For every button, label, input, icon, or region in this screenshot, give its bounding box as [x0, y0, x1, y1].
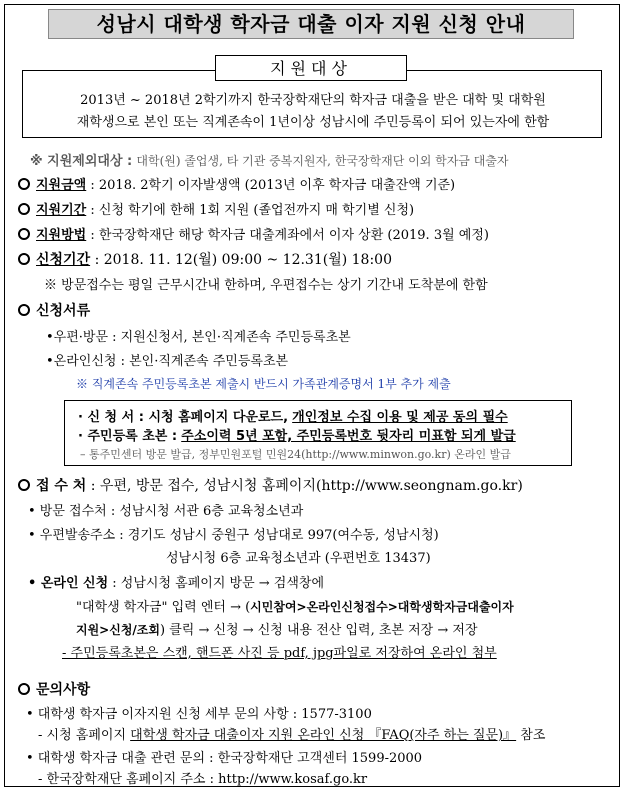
reception-mail-2: 성남시청 6층 교육청소년과 (우편번호 13437)	[166, 551, 431, 566]
doc-box-line-3: – 통주민센터 방문 발급, 정부민원포털 민원24(http://www.minwon.go.kr) 온라인 발급	[80, 448, 511, 461]
reception-url[interactable]: http://www.seongnam.go.kr	[321, 478, 518, 494]
inquiry-heading-row	[18, 679, 90, 699]
exclude-text: 대학(원) 졸업생, 타 기관 중복지원자, 한국장학재단 이외 학자금 대출자	[136, 154, 509, 168]
reception-online-3a: 지원>신청/조회	[76, 623, 160, 637]
doc-box-line-1-prefix: · 신 청 서 : 시청 홈페이지 다운로드,	[78, 410, 289, 425]
reception-online-2	[76, 596, 514, 615]
inquiry-line-4: - 한국장학재단 홈페이지 주소 : http://www.kosaf.go.kr	[38, 772, 368, 787]
circle-bullet-icon	[18, 203, 30, 215]
doc-box-line-2-prefix: · 주민등록 초본 :	[78, 429, 178, 444]
reception-online-4: - 주민등록초본은 스캔, 핸드폰 사진 등 pdf, jpg파일로 저장하여 온라인 첨부	[62, 646, 497, 661]
inquiry-line-2c: 참조	[516, 728, 546, 743]
exclude-label: ※ 지원제외대상 :	[30, 154, 133, 169]
documents-heading-row	[18, 300, 90, 320]
doc-box-line-2-underline: 주소이력 5년 포함, 주민등록번호 뒷자리 미표함 되게 발급	[181, 429, 516, 444]
inquiry-line-2b: 대학생 학자금 대출이자 지원 온라인 신청 『FAQ(자주 하는 질문)』	[130, 728, 517, 743]
reception-heading: 접 수 처	[36, 478, 87, 494]
reception-online-text: : 성남시청 홈페이지 방문 → 검색창에	[112, 576, 325, 591]
circle-bullet-icon	[18, 228, 30, 240]
inquiry-heading: 문의사항	[36, 682, 91, 698]
reception-visit: • 방문 접수처 : 성남시청 서관 6층 교육청소년과	[28, 504, 304, 519]
circle-bullet-icon	[18, 683, 30, 695]
inquiry-line-2	[38, 724, 545, 743]
documents-online: •온라인신청 : 본인·직계존속 주민등록초본	[46, 354, 289, 369]
reception-online-2a: "대학생 학자금" 입력 엔터 → (	[76, 600, 251, 615]
documents-note: ※ 직계존속 주민등록초본 제출시 반드시 가족관계증명서 1부 추가 제출	[76, 377, 451, 391]
item-label: 신청기간	[36, 252, 91, 268]
item-label: 지원기간	[36, 203, 87, 218]
circle-bullet-icon	[18, 479, 30, 491]
item-text: : 한국장학재단 해당 학자금 대출계좌에서 이자 상환 (2019. 3월 예정)	[90, 228, 489, 243]
item-label: 지원방법	[36, 228, 87, 243]
inquiry-line-3: • 대학생 학자금 대출 관련 문의 : 한국장학재단 고객센터 1599-2000	[26, 751, 423, 766]
reception-close: )	[517, 478, 523, 494]
reception-online-3	[76, 619, 478, 638]
circle-bullet-icon	[18, 253, 30, 265]
item-text: : 2018. 11. 12(월) 09:00 ~ 12.31(월) 18:00	[94, 252, 392, 268]
inquiry-line-2a: - 시청 홈페이지	[38, 728, 131, 743]
item-period	[18, 199, 414, 218]
item-amount	[18, 174, 455, 193]
reception-online-2b: 시민참여>온라인신청접수>대학생학자금대출이자	[250, 600, 514, 614]
item-apply-period	[18, 249, 392, 269]
item-text: : 신청 학기에 한해 1회 지원 (졸업전까지 매 학기별 신청)	[90, 203, 415, 218]
item-method	[18, 224, 489, 243]
documents-visit: •우편·방문 : 지원신청서, 본인·직계존속 주민등록초본	[46, 330, 351, 345]
doc-box-line-1	[78, 406, 508, 425]
exclude-row	[30, 150, 508, 169]
reception-online-label: • 온라인 신청	[28, 576, 109, 591]
doc-box-line-1-underline: 개인정보 수집 이용 및 제공 동의 필수	[292, 410, 508, 425]
page-title: 성남시 대학생 학자금 대출 이자 지원 신청 안내	[48, 9, 574, 39]
target-text	[30, 90, 596, 134]
circle-bullet-icon	[18, 178, 30, 190]
reception-mail-1: • 우편발송주소 : 경기도 성남시 중원구 성남대로 997(여수동, 성남시청)	[28, 528, 439, 543]
item-text: : 2018. 2학기 이자발생액 (2013년 이후 학자금 대출잔액 기준)	[90, 178, 456, 193]
target-heading: 지원대상	[215, 55, 407, 81]
target-line-2: 재학생으로 본인 또는 직계존속이 1년이상 성남시에 주민등록이 되어 있는자에 한함	[76, 115, 550, 130]
reception-online-1	[28, 572, 324, 591]
documents-heading: 신청서류	[36, 303, 91, 319]
inquiry-line-1: • 대학생 학자금 이자지원 신청 세부 문의 사항 : 1577-3100	[26, 707, 372, 722]
reception-online-3b: ) 클릭 → 신청 → 신청 내용 전산 입력, 초본 저장 → 저장	[160, 623, 478, 638]
period-note: ※ 방문접수는 평일 근무시간내 한하며, 우편접수는 상기 기간내 도착분에 한함	[44, 278, 488, 293]
target-line-1: 2013년 ~ 2018년 2학기까지 한국장학재단의 학자금 대출을 받은 대학 및 대학원	[80, 93, 546, 108]
reception-row	[18, 475, 523, 495]
circle-bullet-icon	[18, 304, 30, 316]
reception-text: : 우편, 방문 접수, 성남시청 홈페이지(	[90, 478, 322, 494]
doc-box-line-2	[78, 425, 516, 444]
item-label: 지원금액	[36, 178, 87, 193]
